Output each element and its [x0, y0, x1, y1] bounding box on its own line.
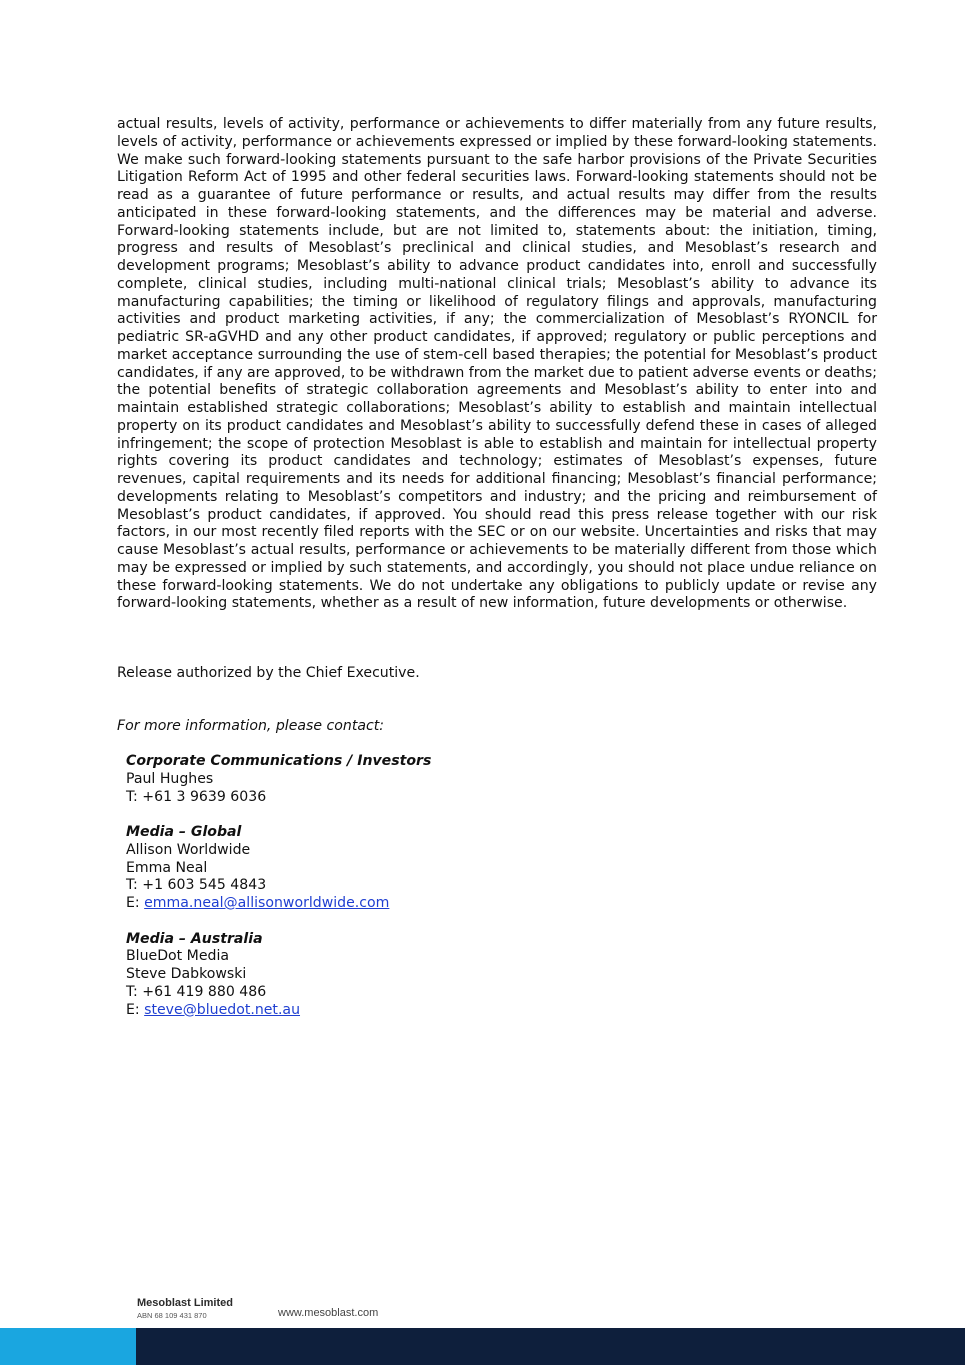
contact-media-global [126, 824, 431, 913]
contact-phone: T: +61 419 880 486 [126, 983, 267, 1000]
footer-accent-bar [0, 1328, 136, 1365]
contact-phone: T: +61 3 9639 6036 [126, 788, 267, 805]
contact-email-row [126, 1002, 431, 1020]
contact-corporate [126, 753, 431, 806]
footer-website[interactable]: www.mesoblast.com [278, 1307, 379, 1319]
contact-company: BlueDot Media [126, 948, 229, 965]
footer-main-bar [136, 1328, 965, 1365]
contact-heading: Corporate Communications / Investors [126, 753, 432, 769]
contacts-section [126, 753, 431, 1037]
email-prefix: E: [126, 895, 140, 911]
authorization-statement: Release authorized by the Chief Executive. [117, 665, 420, 681]
contact-name: Steve Dabkowski [126, 966, 247, 982]
contact-phone: T: +1 603 545 4843 [126, 877, 267, 894]
email-link-steve-dabkowski[interactable]: steve@bluedot.net.au [144, 1001, 301, 1018]
contact-email-row [126, 895, 431, 913]
contact-media-australia [126, 931, 431, 1020]
footer-company-name: Mesoblast Limited [137, 1297, 233, 1309]
email-prefix: E: [126, 1001, 140, 1018]
contact-company: Allison Worldwide [126, 841, 251, 858]
more-info-heading: For more information, please contact: [117, 718, 385, 734]
footer-abn: ABN 68 109 431 870 [137, 1311, 207, 1320]
contact-heading: Media – Australia [126, 930, 263, 947]
contact-heading: Media – Global [126, 824, 242, 840]
contact-name: Emma Neal [126, 859, 208, 876]
email-link-emma-neal[interactable]: emma.neal@allisonworldwide.com [144, 895, 390, 911]
contact-name: Paul Hughes [126, 770, 214, 787]
forward-looking-statements-paragraph: actual results, levels of activity, performance or achievements to differ materially from any future results, levels of activity, performance or achievements expressed or implied by these forward-looking statements. We make such forward-looking statements pursuant to the safe harbor provisions of the Private Securities Litigation Reform Act of 1995 and other federal securities laws. Forward-looking statements should not be read as a guarantee of future performance or results, and actual results may differ from the results anticipated in these forward-looking statements, and the differences may be material and adverse. Forward-looking statements include, but are not limited to, statements about: the initiation, timing, progress and results of Mesoblast’s preclinical and clinical studies, and Mesoblast’s research and development programs; Mesoblast’s ability to advance product candidates into, enroll and successfully complete, clinical studies, including multi-national clinical trials; Mesoblast’s ability to advance its manufacturing capabilities; the timing or likelihood of regulatory filings and approvals, manufacturing activities and product marketing activities, if any; the commercialization of Mesoblast’s RYONCIL for pediatric SR-aGVHD and any other product candidates, if approved; regulatory or public perceptions and market acceptance surrounding the use of stem-cell based therapies; the potential for Mesoblast’s product candidates, if any are approved, to be withdrawn from the market due to patient adverse events or deaths; the potential benefits of strategic collaboration agreements and Mesoblast’s ability to enter into and maintain established strategic collaborations; Mesoblast’s ability to establish and maintain intellectual property on its product candidates and Mesoblast’s ability to successfully defend these in cases of alleged infringement; the scope of protection Mesoblast is able to establish and maintain for intellectual property rights covering its product candidates and technology; estimates of Mesoblast’s expenses, future revenues, capital requirements and its needs for additional financing; Mesoblast’s financial performance; developments relating to Mesoblast’s competitors and industry; and the pricing and reimbursement of Mesoblast’s product candidates, if approved. You should read this press release together with our risk factors, in our most recently filed reports with the SEC or on our website. Uncertainties and risks that may cause Mesoblast’s actual results, performance or achievements to be materially different from those which may be expressed or implied by such statements, and accordingly, you should not place undue reliance on these forward-looking statements. We do not undertake any obligations to publicly update or revise any forward-looking statements, whether as a result of new information, future developments or otherwise. [117, 116, 878, 612]
